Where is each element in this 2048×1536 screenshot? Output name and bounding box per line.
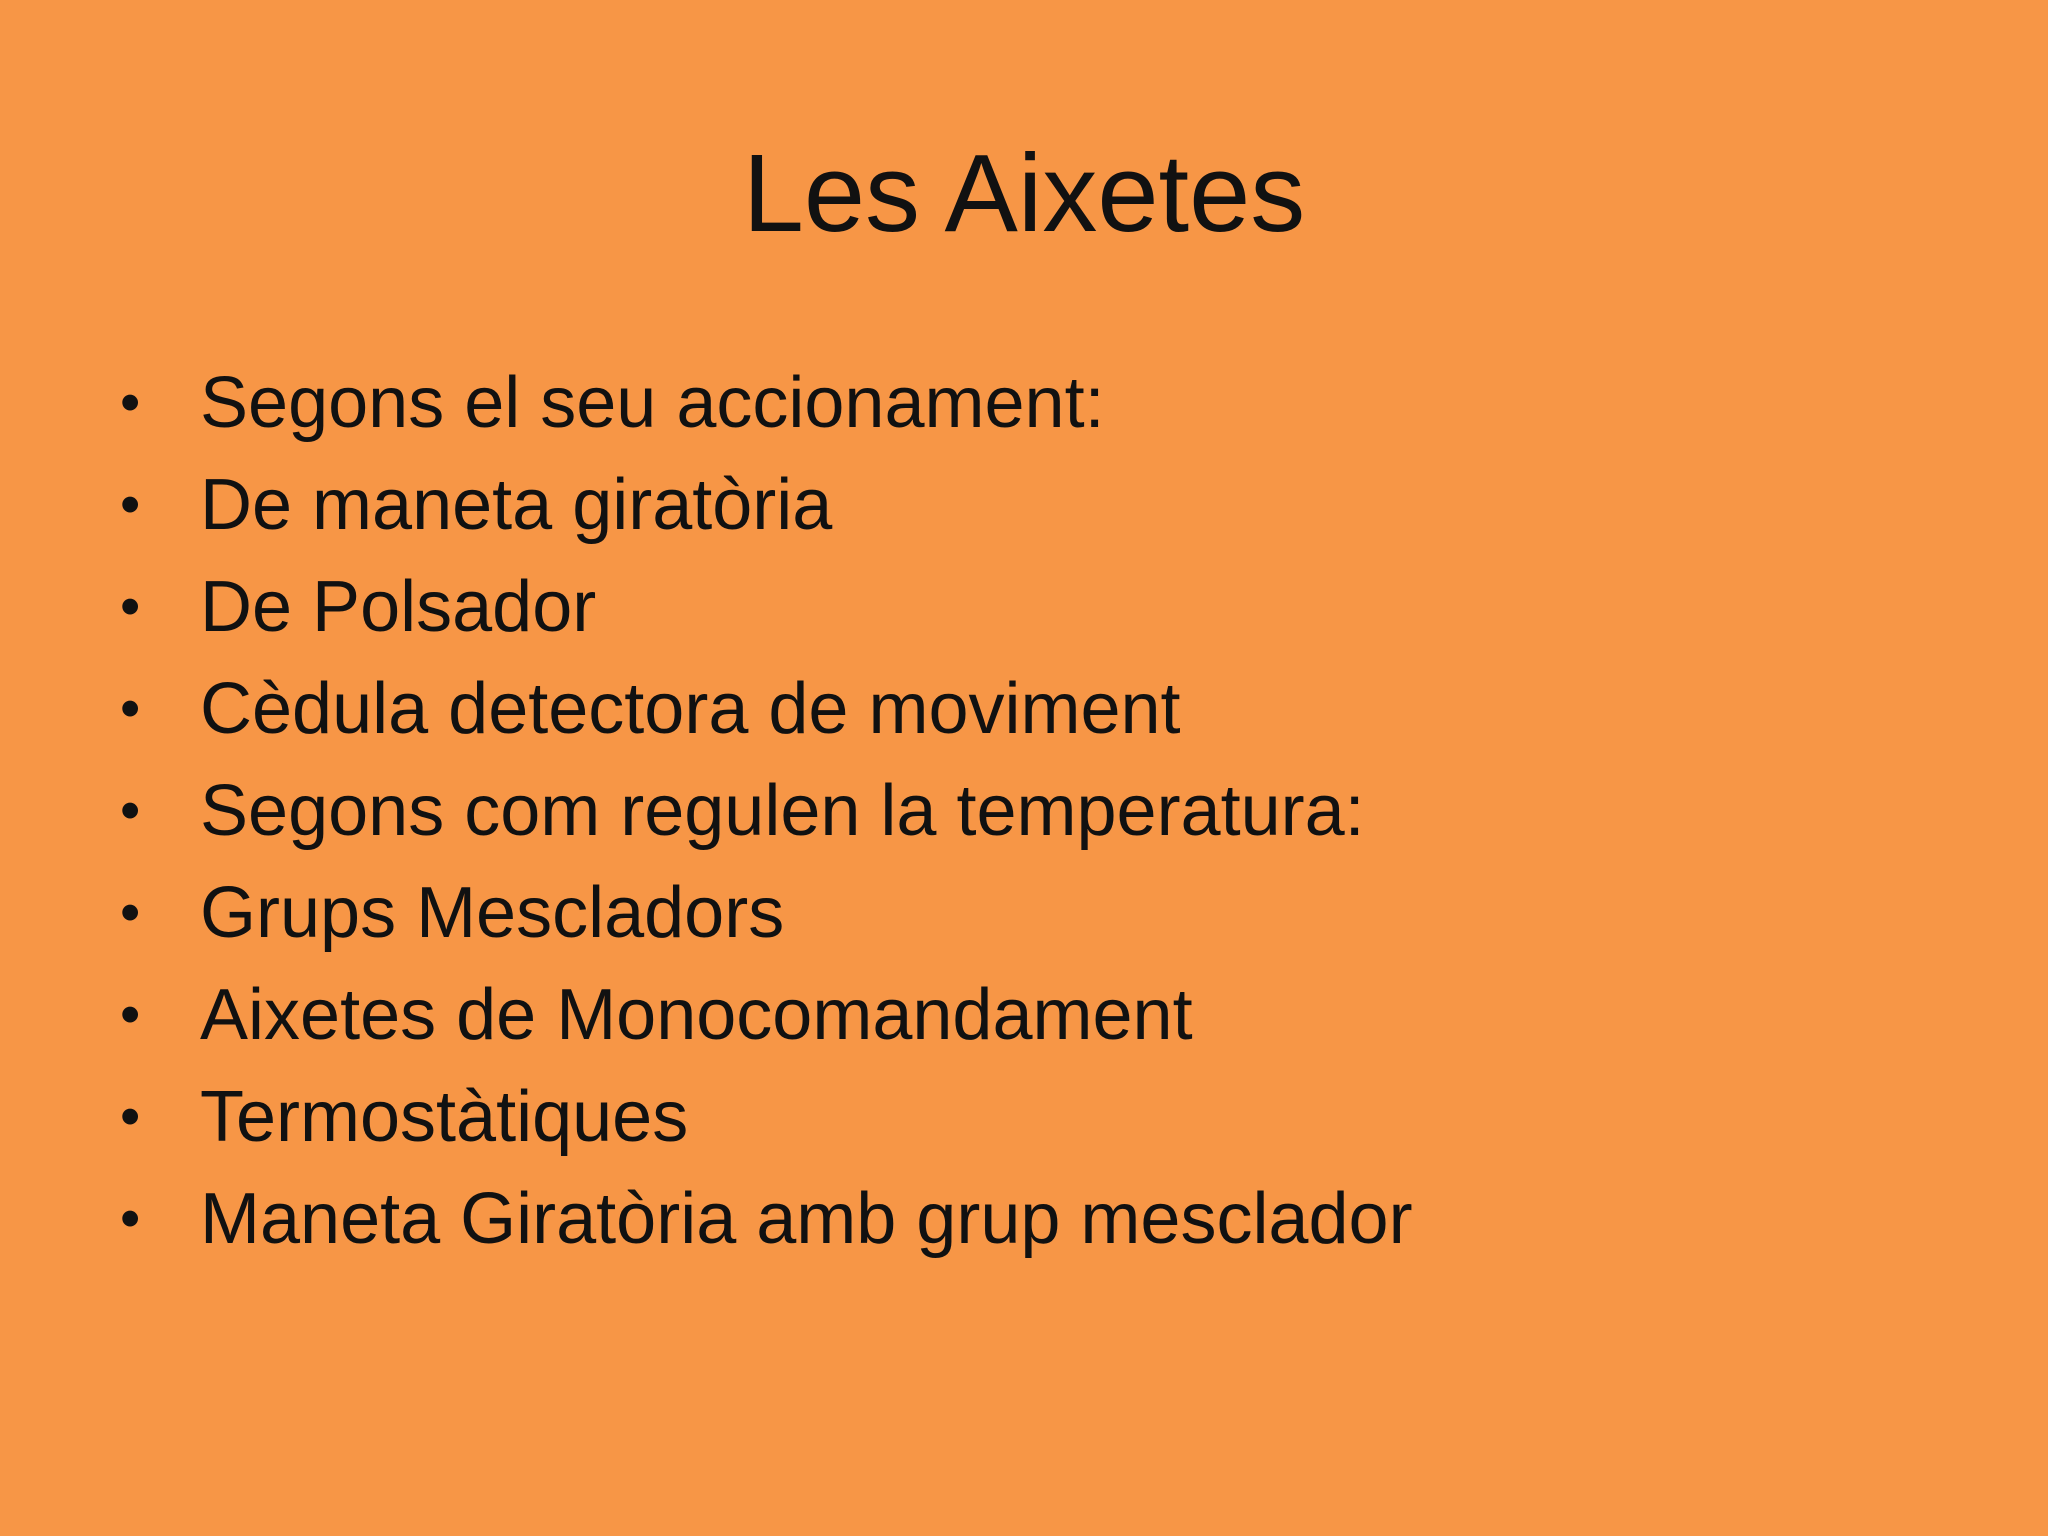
bullet-point-icon: • [120, 676, 141, 741]
bullet-point-icon: • [120, 880, 141, 945]
bullet-point-icon: • [120, 1186, 141, 1251]
list-item [120, 1168, 1413, 1270]
list-item-text: Segons com regulen la temperatura: [200, 771, 1365, 851]
bullet-point-icon: • [120, 370, 141, 435]
bullet-point-icon: • [120, 1084, 141, 1149]
list-item-text: Termostàtiques [200, 1077, 689, 1157]
list-item [120, 862, 1413, 964]
list-item-text: Segons el seu accionament: [200, 363, 1105, 443]
list-item-text: Aixetes de Monocomandament [200, 975, 1193, 1055]
list-item-text: Cèdula detectora de moviment [200, 669, 1181, 749]
bullet-point-icon: • [120, 778, 141, 843]
list-item-text: De maneta giratòria [200, 465, 833, 545]
list-item-text: Maneta Giratòria amb grup mesclador [200, 1179, 1413, 1259]
bullet-list [120, 352, 1413, 1270]
list-item [120, 556, 1413, 658]
list-item [120, 658, 1413, 760]
list-item [120, 964, 1413, 1066]
bullet-point-icon: • [120, 574, 141, 639]
slide-title: Les Aixetes [742, 132, 1306, 255]
bullet-point-icon: • [120, 982, 141, 1047]
list-item-text: Grups Mescladors [200, 873, 785, 953]
list-item [120, 1066, 1413, 1168]
list-item-text: De Polsador [200, 567, 597, 647]
bullet-point-icon: • [120, 472, 141, 537]
list-item [120, 760, 1413, 862]
list-item [120, 454, 1413, 556]
list-item [120, 352, 1413, 454]
